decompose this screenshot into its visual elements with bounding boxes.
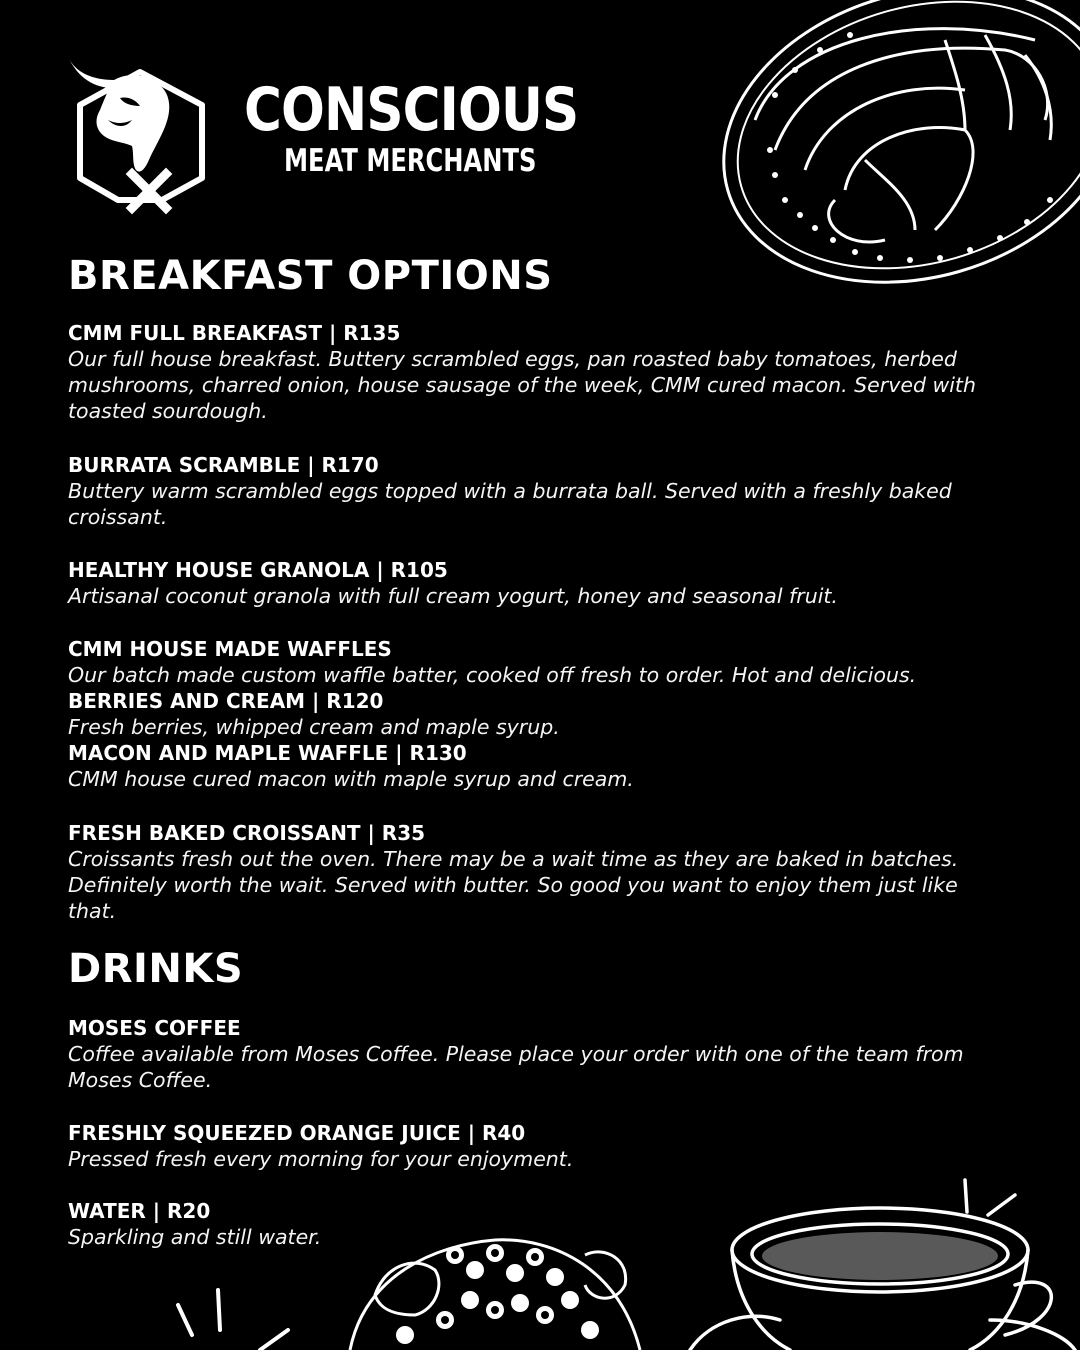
item-title: CMM HOUSE MADE WAFFLES: [68, 637, 392, 661]
item-title: HEALTHY HOUSE GRANOLA | R105: [68, 558, 448, 582]
menu-item: [68, 1198, 368, 1250]
breakfast-heading: BREAKFAST OPTIONS: [68, 253, 553, 299]
item-title: MACON AND MAPLE WAFFLE | R130: [68, 741, 467, 765]
item-description: Sparkling and still water.: [68, 1225, 322, 1249]
berries-illustration: [345, 1215, 645, 1350]
brand-name: CONSCIOUS: [244, 75, 579, 145]
menu-item: [68, 320, 1028, 424]
item-description: Buttery warm scrambled eggs topped with a burrata ball. Served with a freshly baked croissant.: [68, 479, 952, 529]
coffee-cup-illustration: [670, 1170, 1080, 1350]
item-title: MOSES COFFEE: [68, 1016, 241, 1040]
item-title: FRESHLY SQUEEZED ORANGE JUICE | R40: [68, 1121, 526, 1145]
item-description: Our batch made custom waffle batter, cooked off fresh to order. Hot and delicious.: [68, 663, 917, 687]
menu-item: [68, 820, 1028, 924]
item-description: Pressed fresh every morning for your enjoyment.: [68, 1147, 574, 1171]
bull-head-cleavers-icon: [62, 50, 217, 215]
menu-item: [68, 636, 1028, 792]
menu-item: [68, 557, 1028, 609]
item-title: FRESH BAKED CROISSANT | R35: [68, 821, 426, 845]
item-description: Croissants fresh out the oven. There may be a wait time as they are baked in batches. Definitely worth the wait. Served with butter. So good you want to enjoy them just like that.: [68, 847, 959, 923]
item-description: Our full house breakfast. Buttery scrambled eggs, pan roasted baby tomatoes, herbed mushrooms, charred onion, house sausage of the week, CMM cured macon. Served with toasted sourdough.: [68, 347, 976, 423]
drinks-heading: DRINKS: [68, 946, 244, 992]
menu-item: [68, 1015, 1028, 1093]
brand-subtitle: MEAT MERCHANTS: [284, 143, 537, 179]
item-title: BERRIES AND CREAM | R120: [68, 689, 384, 713]
item-description: Coffee available from Moses Coffee. Please place your order with one of the team from Moses Coffee.: [68, 1042, 964, 1092]
item-description: Artisanal coconut granola with full cream yogurt, honey and seasonal fruit.: [68, 584, 838, 608]
item-title: BURRATA SCRAMBLE | R170: [68, 453, 379, 477]
menu-item: [68, 1120, 1028, 1172]
menu-item: [68, 452, 1028, 530]
sparkle-lines-icon: [160, 1285, 300, 1350]
item-title: CMM FULL BREAKFAST | R135: [68, 321, 401, 345]
croissant-illustration: [715, 0, 1080, 300]
item-description: CMM house cured macon with maple syrup and cream.: [68, 767, 634, 791]
item-title: WATER | R20: [68, 1199, 211, 1223]
item-description: Fresh berries, whipped cream and maple syrup.: [68, 715, 560, 739]
